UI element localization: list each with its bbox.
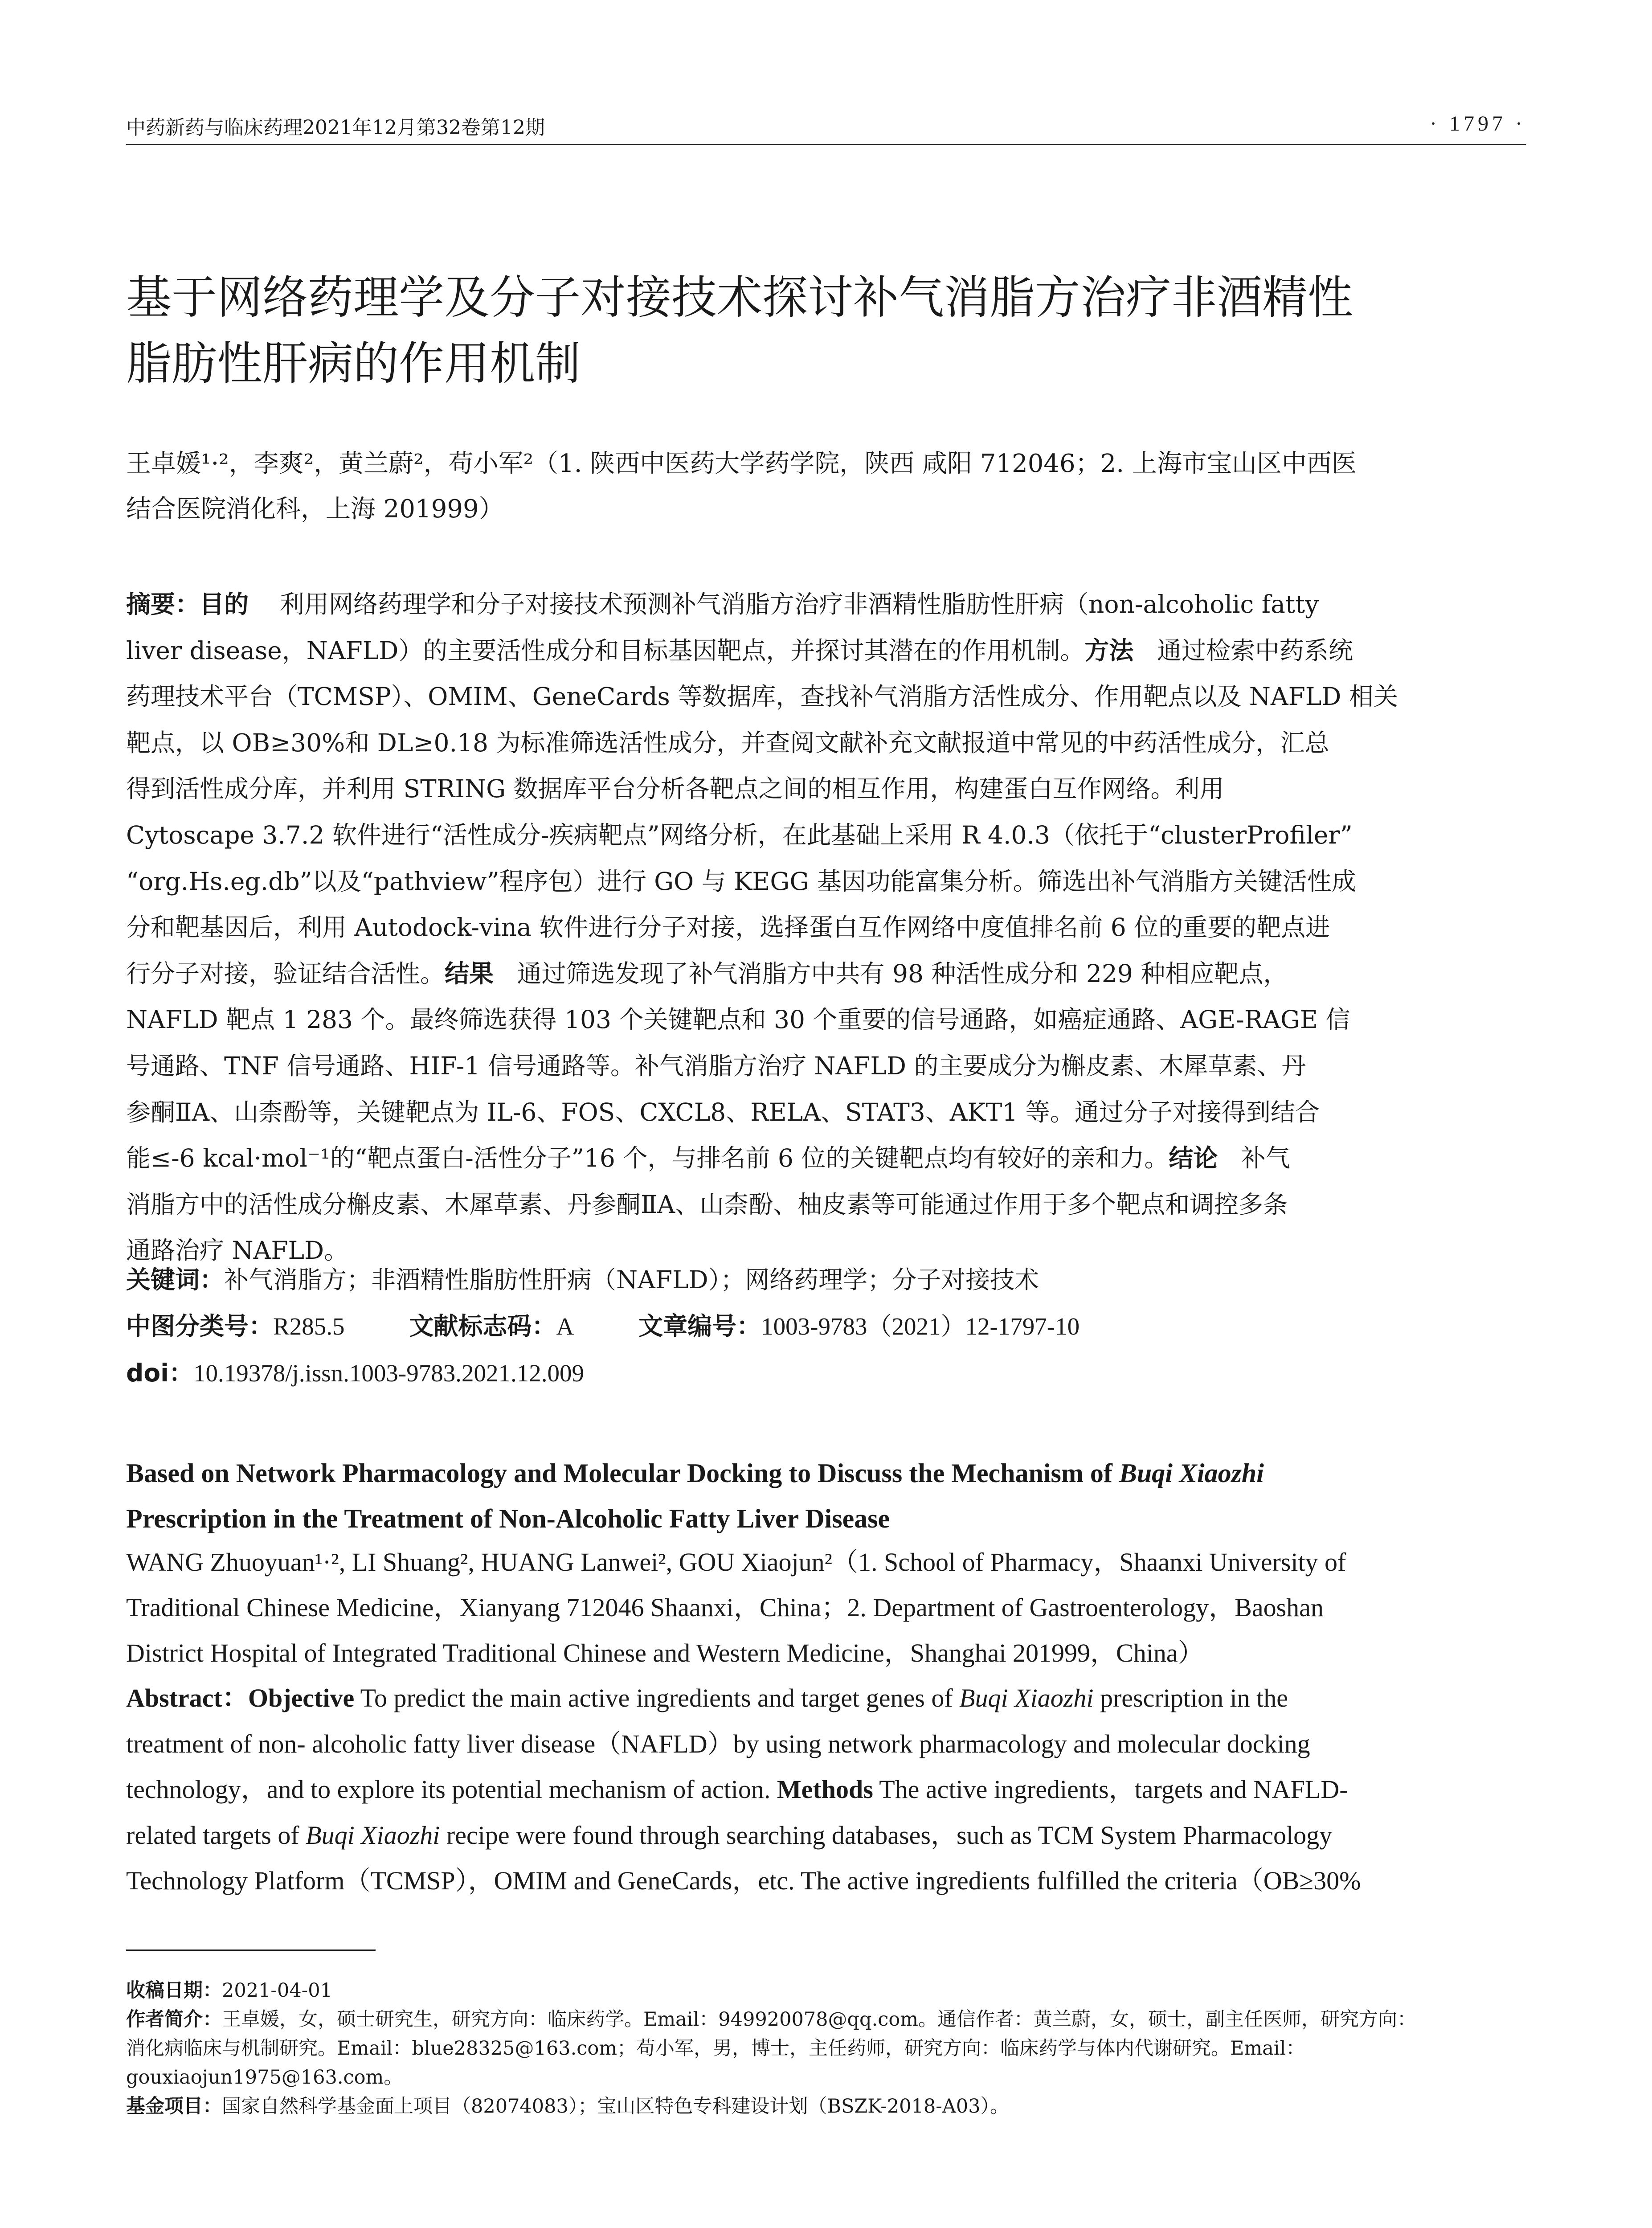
doc-code-label: 文献标志码：	[409, 1312, 556, 1340]
abstract-en-label: Abstract：	[126, 1683, 248, 1712]
received-value: 2021-04-01	[222, 1979, 332, 2002]
abstract-en-text: To predict the main active ingredients and target genes of	[360, 1683, 953, 1712]
keywords-block	[126, 1257, 1526, 1397]
abstract-cn-line: “org.Hs.eg.db”以及“pathview”程序包）进行 GO 与 KEGG 基因功能富集分析。筛选出补气消脂方关键活性成	[126, 867, 1356, 896]
abstract-cn-line: 消脂方中的活性成分槲皮素、木犀草素、丹参酮ⅡA、山柰酚、柚皮素等可能通过作用于多个靶点和调控多条	[126, 1190, 1288, 1219]
article-number-value: 1003-9783（2021）12-1797-10	[761, 1313, 1080, 1340]
abstract-en-line	[126, 1675, 1526, 1721]
title-en-herb: Buqi Xiaozhi	[1119, 1458, 1264, 1488]
abstract-en-line	[126, 1767, 1526, 1813]
footnote-rule	[126, 1950, 376, 1951]
clc-value: R285.5	[273, 1313, 345, 1340]
abstract-cn-line: Cytoscape 3.7.2 软件进行“活性成分-疾病靶点”网络分析，在此基础上采用 R 4.0.3（依托于“clusterProfiler”	[126, 820, 1353, 849]
authors-en-line: District Hospital of Integrated Traditional Chinese and Western Medicine，Shanghai 201999，China）	[126, 1638, 1204, 1667]
classification-line	[126, 1303, 1526, 1350]
herb-name: Buqi Xiaozhi	[306, 1820, 440, 1850]
abstract-cn-line: 号通路、TNF 信号通路、HIF-1 信号通路等。补气消脂方治疗 NAFLD 的主要成分为槲皮素、木犀草素、丹	[126, 1051, 1306, 1080]
abstract-text: 补气	[1241, 1144, 1290, 1173]
clc-label: 中图分类号：	[126, 1312, 274, 1340]
abstract-cn-line: 分和靶基因后，利用 Autodock-vina 软件进行分子对接，选择蛋白互作网络中度值排名前 6 位的重要的靶点进	[126, 913, 1330, 942]
abstract-cn-line: NAFLD 靶点 1 283 个。最终筛选获得 103 个关键靶点和 30 个重要的信号通路，如癌症通路、AGE-RAGE 信	[126, 1005, 1350, 1034]
abstract-text: liver disease，NAFLD）的主要活性成分和目标基因靶点，并探讨其潜在的作用机制。	[126, 636, 1085, 665]
authors-cn-line: 王卓媛¹·²，李爽²，黄兰蔚²，苟小军²（1. 陕西中医药大学药学院，陕西 咸阳 712046；2. 上海市宝山区中西医	[126, 449, 1357, 478]
abstract-cn-line: 药理技术平台（TCMSP）、OMIM、GeneCards 等数据库，查找补气消脂方活性成分、作用靶点以及 NAFLD 相关	[126, 682, 1398, 711]
keywords-text: 补气消脂方；非酒精性脂肪性肝病（NAFLD）；网络药理学；分子对接技术	[224, 1266, 1039, 1294]
author-bio-line: gouxiaojun1975@163.com。	[126, 2066, 403, 2089]
keywords-label: 关键词：	[126, 1266, 225, 1294]
article-number-label: 文章编号：	[638, 1312, 761, 1340]
herb-name: Buqi Xiaozhi	[959, 1683, 1094, 1712]
abstract-en-line: treatment of non- alcoholic fatty liver disease（NAFLD）by using network pharmacology and molecular docking	[126, 1729, 1310, 1758]
funding-label: 基金项目：	[126, 2095, 222, 2117]
running-head: 中药新药与临床药理2021年12月第32卷第12期	[126, 116, 545, 139]
title-en-line: Prescription in the Treatment of Non-Alcoholic Fatty Liver Disease	[126, 1504, 890, 1533]
abstract-en-text: technology，and to explore its potential mechanism of action.	[126, 1775, 771, 1804]
funding-text: 国家自然科学基金面上项目（82074083）；宝山区特色专科建设计划（BSZK-2018-A03）。	[222, 2095, 1010, 2117]
objective-label: 目的	[200, 590, 249, 618]
abstract-text: 行分子对接，验证结合活性。	[126, 959, 445, 988]
abstract-cn-line	[126, 628, 1526, 674]
abstract-label: 摘要：	[126, 590, 200, 618]
page-number: · 1797 ·	[1430, 112, 1526, 135]
author-bio	[126, 2005, 1526, 2034]
conclusion-label: 结论	[1169, 1144, 1218, 1173]
abstract-en-text: prescription in the	[1100, 1683, 1288, 1712]
abstract-en-text: recipe were found through searching databases，such as TCM System Pharmacology	[446, 1820, 1333, 1850]
doc-code-value: A	[556, 1313, 574, 1340]
abstract-text: 通过检索中药系统	[1157, 636, 1353, 665]
abstract-cn-line: 得到活性成分库，并利用 STRING 数据库平台分析各靶点之间的相互作用，构建蛋白互作网络。利用	[126, 774, 1224, 803]
methods-label: 方法	[1084, 636, 1134, 665]
abstract-cn-line	[126, 1135, 1526, 1182]
methods-en-label: Methods	[777, 1775, 873, 1804]
abstract-en-text: related targets of	[126, 1820, 299, 1850]
authors-cn-line: 结合医院消化科，上海 201999）	[126, 495, 504, 524]
authors-en-line: WANG Zhuoyuan¹·², LI Shuang², HUANG Lanwei², GOU Xiaojun²（1. School of Pharmacy，Shaanxi University of	[126, 1548, 1346, 1577]
title-en	[126, 1450, 1526, 1541]
title-cn-line: 脂肪性肝病的作用机制	[126, 337, 581, 390]
abstract-en-line: Technology Platform（TCMSP），OMIM and GeneCards，etc. The active ingredients fulfilled the criteria（OB≥30%	[126, 1866, 1361, 1895]
funding	[126, 2092, 1526, 2121]
abstract-text: 能≤-6 kcal·mol⁻¹的“靶点蛋白-活性分子”16 个，与排名前 6 位的关键靶点均有较好的亲和力。	[126, 1144, 1169, 1173]
title-cn	[126, 265, 1526, 397]
author-bio-line: 消化病临床与机制研究。Email：blue28325@163.com；苟小军，男，博士，主任药师，研究方向：临床药学与体内代谢研究。Email：	[126, 2037, 1305, 2060]
abstract-cn-line: 通路治疗 NAFLD。	[126, 1236, 349, 1265]
abstract-cn	[126, 582, 1526, 1274]
title-cn-line: 基于网络药理学及分子对接技术探讨补气消脂方治疗非酒精性	[126, 271, 1353, 324]
received-date	[126, 1976, 1526, 2005]
abstract-text: 通过筛选发现了补气消脂方中共有 98 种活性成分和 229 种相应靶点，	[517, 959, 1288, 988]
title-en-line	[126, 1450, 1526, 1496]
doi-label: doi：	[126, 1359, 194, 1387]
header-rule	[126, 144, 1526, 145]
title-en-text: Based on Network Pharmacology and Molecular Docking to Discuss the Mechanism of	[126, 1458, 1112, 1488]
author-bio-text: 王卓媛，女，硕士研究生，研究方向：临床药学。Email：949920078@qq.com。通信作者：黄兰蔚，女，硕士，副主任医师，研究方向：	[222, 2008, 1416, 2031]
doi-line	[126, 1350, 1526, 1397]
footnotes	[126, 1976, 1526, 2121]
authors-en-line: Traditional Chinese Medicine，Xianyang 712046 Shaanxi，China；2. Department of Gastroenterology，Baoshan	[126, 1593, 1324, 1622]
abstract-cn-line: 靶点，以 OB≥30%和 DL≥0.18 为标准筛选活性成分，并查阅文献补充文献报道中常见的中药活性成分，汇总	[126, 728, 1329, 757]
authors-cn	[126, 441, 1526, 532]
keywords-line	[126, 1257, 1526, 1303]
results-label: 结果	[445, 959, 494, 988]
author-bio-label: 作者简介：	[126, 2008, 222, 2031]
doi-value[interactable]: 10.19378/j.issn.1003-9783.2021.12.009	[193, 1360, 584, 1387]
abstract-cn-line: 参酮ⅡA、山柰酚等，关键靶点为 IL-6、FOS、CXCL8、RELA、STAT3、AKT1 等。通过分子对接得到结合	[126, 1098, 1320, 1126]
abstract-text: 利用网络药理学和分子对接技术预测补气消脂方治疗非酒精性脂肪性肝病（non-alcoholic fatty	[279, 590, 1319, 618]
abstract-cn-line	[126, 582, 1526, 628]
objective-en-label: Objective	[248, 1683, 355, 1712]
abstract-cn-line	[126, 951, 1526, 997]
abstract-en-text: The active ingredients，targets and NAFLD-	[879, 1775, 1348, 1804]
received-label: 收稿日期：	[126, 1979, 222, 2002]
authors-en	[126, 1540, 1526, 1676]
abstract-en	[126, 1675, 1526, 1904]
abstract-en-line	[126, 1813, 1526, 1859]
